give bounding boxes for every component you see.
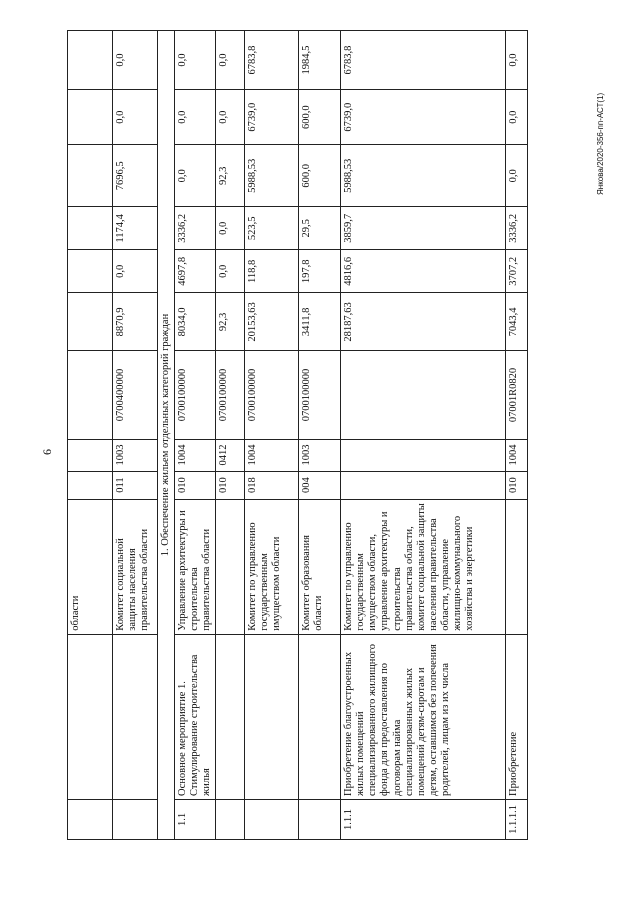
measure-name: Основное мероприятие 1. Стимулирование строительства жилья [175,634,216,799]
code-target: 0700400000 [113,351,158,439]
value-year-1: 0,0 [216,250,245,293]
value-year-4: 0,0 [506,90,528,145]
value-year-3 [68,145,113,207]
value-year-3: 0,0 [506,145,528,207]
measure-name: Приобретение [506,634,528,799]
document-code: Янкова/2020-356-пп-АСТ(1) [596,92,605,195]
code-section: 0412 [216,439,245,471]
code-target: 0700100000 [216,351,245,439]
value-year-3: 0,0 [175,145,216,207]
code-grbs [68,471,113,499]
value-year-4: 0,0 [216,90,245,145]
code-target: 0700100000 [245,351,299,439]
value-year-2: 3336,2 [506,207,528,250]
value-year-2: 523,5 [245,207,299,250]
value-total: 92,3 [216,293,245,351]
code-target: 07001R0820 [506,351,528,439]
value-year-5 [68,31,113,90]
value-year-3: 5988,53 [341,145,506,207]
table-row [506,31,528,840]
measure-name [299,634,341,799]
row-number: 1.1.1.1 [506,799,528,839]
code-grbs: 010 [216,471,245,499]
value-year-5: 0,0 [113,31,158,90]
table-row [341,31,506,840]
table-row [216,31,245,840]
page-number: 6 [40,449,54,455]
value-year-2: 0,0 [216,207,245,250]
value-year-4: 6739,0 [245,90,299,145]
value-year-5: 1984,5 [299,31,341,90]
code-grbs: 010 [175,471,216,499]
measure-name [216,634,245,799]
table-row [68,31,113,840]
code-grbs: 011 [113,471,158,499]
measure-name [245,634,299,799]
value-total [68,293,113,351]
responsible-executor: Комитет по управлению государственным имуществом области, управление архитектуры и строительства правительства области, комитет социальной защиты населения правительства области, управление жилищно-коммунального хозяйства и энергетики [341,499,506,634]
value-total: 7043,4 [506,293,528,351]
value-year-1: 4697,8 [175,250,216,293]
value-year-4: 6739,0 [341,90,506,145]
code-target [341,351,506,439]
code-grbs: 004 [299,471,341,499]
value-total: 8034,0 [175,293,216,351]
value-year-4: 0,0 [175,90,216,145]
value-year-1: 197,8 [299,250,341,293]
row-number [113,799,158,839]
code-section [341,439,506,471]
measure-name [68,634,113,799]
responsible-executor: Комитет социальной защиты населения правительства области [113,499,158,634]
code-grbs [341,471,506,499]
table-row [299,31,341,840]
value-year-3: 5988,53 [245,145,299,207]
rotated-table-container [67,30,542,840]
value-year-5: 0,0 [216,31,245,90]
code-section: 1004 [506,439,528,471]
row-number: 1.1 [175,799,216,839]
code-section: 1004 [175,439,216,471]
responsible-executor: Комитет по управлению государственным имуществом области [245,499,299,634]
code-section: 1003 [299,439,341,471]
row-number [216,799,245,839]
value-year-1: 3707,2 [506,250,528,293]
code-grbs: 018 [245,471,299,499]
code-section: 1004 [245,439,299,471]
value-total: 20153,63 [245,293,299,351]
value-year-3: 600,0 [299,145,341,207]
value-year-2: 3859,7 [341,207,506,250]
section-row [158,31,175,840]
value-year-5: 6783,8 [245,31,299,90]
row-number: 1.1.1 [341,799,506,839]
value-year-1: 0,0 [113,250,158,293]
code-section: 1003 [113,439,158,471]
measure-name: Приобретение благоустроенных жилых помещений специализированного жилищного фонда для предоставления по договорам найма специализированных жилых помещений детям-сиротам и детям, оставшимся без попечения родителей, лицам из их числа [341,634,506,799]
value-year-2 [68,207,113,250]
responsible-executor [506,499,528,634]
value-year-5: 6783,8 [341,31,506,90]
row-number [245,799,299,839]
row-number [68,799,113,839]
code-target: 0700100000 [175,351,216,439]
table-row [245,31,299,840]
value-year-1 [68,250,113,293]
value-year-1: 118,8 [245,250,299,293]
value-year-2: 3336,2 [175,207,216,250]
row-number [299,799,341,839]
value-year-2: 1174,4 [113,207,158,250]
responsible-executor: Управление архитектуры и строительства правительства области [175,499,216,634]
value-total: 28187,63 [341,293,506,351]
responsible-executor [216,499,245,634]
code-grbs: 010 [506,471,528,499]
value-year-5: 0,0 [175,31,216,90]
program-table [67,30,528,840]
section-title: 1. Обеспечение жильем отдельных категорий граждан [158,31,175,840]
value-total: 3411,8 [299,293,341,351]
value-total: 8870,9 [113,293,158,351]
responsible-executor: Комитет образования области [299,499,341,634]
value-year-2: 29,5 [299,207,341,250]
value-year-4: 0,0 [113,90,158,145]
value-year-3: 7696,5 [113,145,158,207]
value-year-5: 0,0 [506,31,528,90]
value-year-1: 4816,6 [341,250,506,293]
responsible-executor: области [68,499,113,634]
code-target [68,351,113,439]
measure-name [113,634,158,799]
value-year-4 [68,90,113,145]
value-year-4: 600,0 [299,90,341,145]
table-row [113,31,158,840]
value-year-3: 92,3 [216,145,245,207]
code-target: 0700100000 [299,351,341,439]
code-section [68,439,113,471]
table-row [175,31,216,840]
